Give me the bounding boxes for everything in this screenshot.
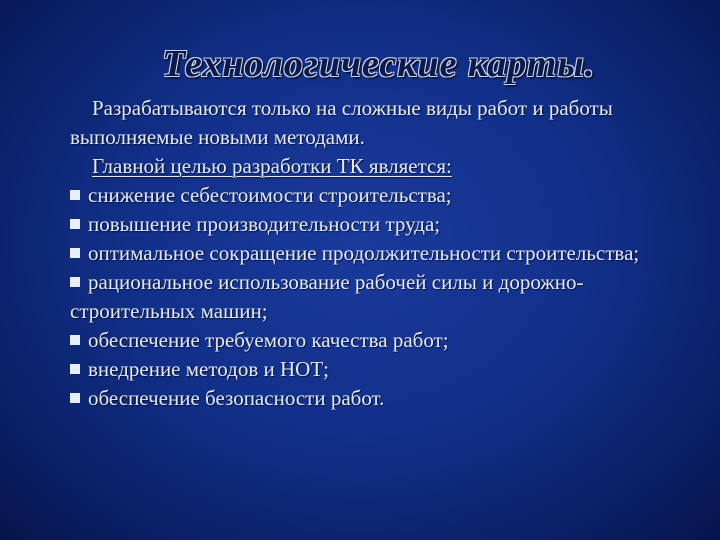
- slide-body: [70, 94, 700, 413]
- bullet-text: повышение производительности труда;: [88, 212, 441, 236]
- goal-heading: [70, 152, 700, 181]
- bullet-item: [70, 268, 700, 326]
- square-bullet-icon: [70, 248, 80, 258]
- bullet-item: [70, 355, 700, 384]
- square-bullet-icon: [70, 335, 80, 345]
- bullet-text: рациональное использование рабочей силы и дорожно-строительных машин;: [70, 270, 584, 323]
- bullet-text: внедрение методов и НОТ;: [88, 357, 329, 381]
- square-bullet-icon: [70, 364, 80, 374]
- bullet-item: [70, 181, 700, 210]
- intro-paragraph: Разрабатываются только на сложные виды работ и работы выполняемые новыми методами.: [70, 96, 613, 149]
- bullet-item: [70, 384, 700, 413]
- bullet-text: обеспечение безопасности работ.: [88, 386, 385, 410]
- square-bullet-icon: [70, 277, 80, 287]
- square-bullet-icon: [70, 190, 80, 200]
- bullet-item: [70, 210, 700, 239]
- bullet-text: снижение себестоимости строительства;: [88, 183, 452, 207]
- square-bullet-icon: [70, 219, 80, 229]
- goal-heading-text: Главной целью разработки ТК является:: [92, 154, 452, 178]
- slide-title: Технологические карты.: [162, 43, 596, 85]
- square-bullet-icon: [70, 393, 80, 403]
- bullet-item: [70, 326, 700, 355]
- bullet-text: обеспечение требуемого качества работ;: [88, 328, 449, 352]
- bullet-item: [70, 239, 700, 268]
- bullet-text: оптимальное сокращение продолжительности строительства;: [88, 241, 640, 265]
